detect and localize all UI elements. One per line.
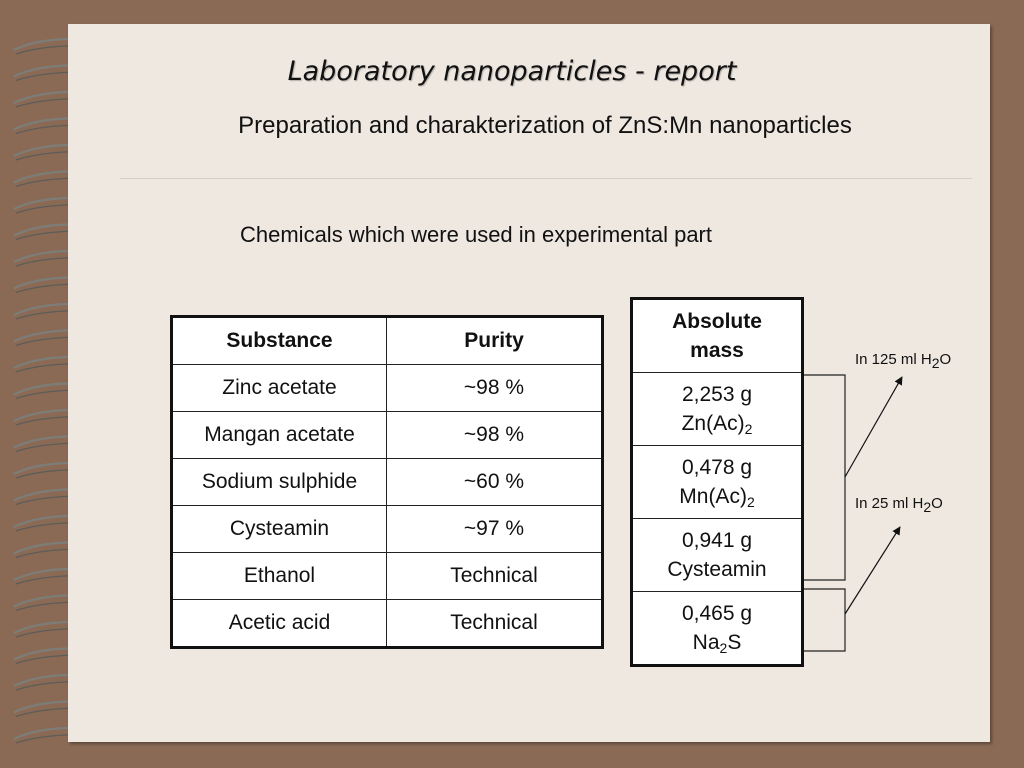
note-suffix: O	[931, 495, 943, 512]
header-line: mass	[690, 339, 744, 362]
note-125ml-water	[855, 351, 952, 371]
substance-cell: Mangan acetate	[172, 412, 387, 459]
note-text: In 125 ml H	[855, 351, 932, 368]
mass-value: 0,465 g	[681, 602, 753, 625]
upper-arrow	[845, 377, 902, 477]
formula-subscript: 2	[746, 494, 755, 510]
column-header-substance: Substance	[172, 317, 387, 365]
section-caption: Chemicals which were used in experimental part	[240, 222, 712, 247]
formula-suffix: S	[727, 631, 742, 654]
substance-cell: Sodium sulphide	[172, 459, 387, 506]
purity-cell: ~98 %	[387, 365, 603, 412]
lower-bracket	[804, 589, 845, 651]
note-25ml-water	[855, 495, 943, 515]
page-title: Laboratory nanoparticles - report	[287, 56, 737, 87]
lower-arrow	[845, 527, 900, 614]
formula: Na	[692, 631, 720, 654]
note-suffix: O	[939, 351, 952, 368]
purity-cell: Technical	[387, 600, 603, 648]
formula-subscript: 2	[744, 421, 753, 437]
mass-value: 0,941 g	[681, 529, 753, 552]
substance-cell: Acetic acid	[172, 600, 387, 648]
formula: Zn(Ac)	[681, 412, 745, 435]
formula: Mn(Ac)	[679, 485, 747, 508]
purity-cell: ~98 %	[387, 412, 603, 459]
mass-value: 0,478 g	[681, 456, 753, 479]
formula: Cysteamin	[667, 558, 767, 581]
substance-cell: Ethanol	[172, 553, 387, 600]
column-header-purity: Purity	[387, 317, 603, 365]
upper-bracket	[804, 375, 845, 580]
header-line: Absolute	[672, 310, 762, 333]
purity-cell: ~60 %	[387, 459, 603, 506]
note-subscript: 2	[923, 499, 932, 515]
substance-cell: Zinc acetate	[172, 365, 387, 412]
note-subscript: 2	[931, 355, 940, 371]
purity-cell: Technical	[387, 553, 603, 600]
purity-cell: ~97 %	[387, 506, 603, 553]
page-subtitle: Preparation and charakterization of ZnS:Mn nanoparticles	[238, 112, 852, 139]
substance-cell: Cysteamin	[172, 506, 387, 553]
note-text: In 25 ml H	[855, 495, 924, 512]
mass-value: 2,253 g	[681, 383, 753, 406]
formula-subscript: 2	[719, 640, 728, 656]
